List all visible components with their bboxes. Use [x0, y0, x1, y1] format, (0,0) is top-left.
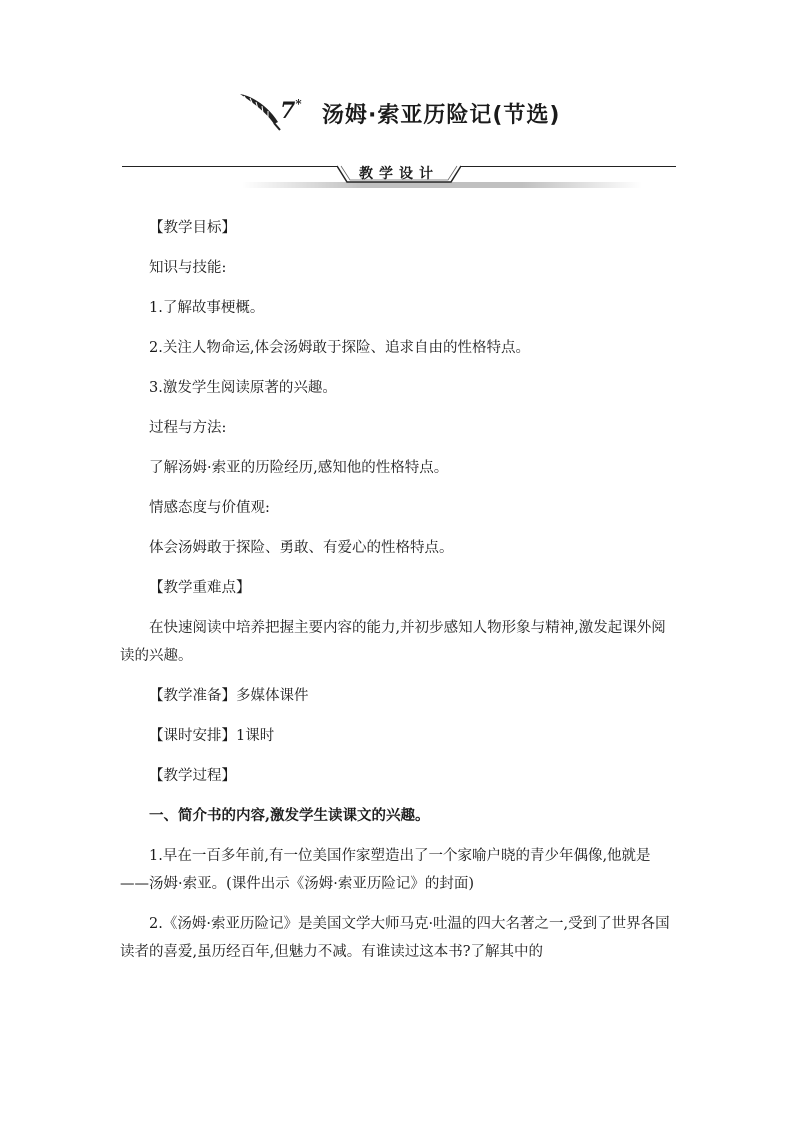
paragraph: 2.关注人物命运,体会汤姆敢于探险、追求自由的性格特点。	[149, 340, 530, 356]
page-title: 汤姆·索亚历险记(节选)	[322, 103, 561, 128]
paragraph: 1.了解故事梗概。	[149, 300, 265, 316]
paragraph: 【课时安排】1课时	[149, 728, 275, 744]
lesson-number: 7*	[280, 96, 302, 124]
paragraph: 了解汤姆·索亚的历险经历,感知他的性格特点。	[149, 460, 449, 476]
paragraph: 1.早在一百多年前,有一位美国作家塑造出了一个家喻户晓的青少年偶像,他就是——汤姆·索亚。(课件出示《汤姆·索亚历险记》的封面)	[120, 848, 651, 892]
quill-pen-icon	[238, 92, 282, 132]
paragraph: 【教学准备】多媒体课件	[149, 688, 309, 704]
paragraph: 【教学过程】	[149, 768, 236, 784]
paragraph: 在快速阅读中培养把握主要内容的能力,并初步感知人物形象与精神,激发起课外阅读的兴趣。	[120, 620, 666, 664]
paragraph: 过程与方法:	[149, 420, 227, 436]
banner-label: 教学设计	[359, 166, 439, 182]
document-body	[120, 214, 676, 978]
paragraph: 体会汤姆敢于探险、勇敢、有爱心的性格特点。	[149, 540, 454, 556]
title-row	[0, 92, 794, 140]
paragraph: 一、简介书的内容,激发学生读课文的兴趣。	[149, 807, 430, 824]
section-banner	[122, 160, 676, 196]
paragraph: 知识与技能:	[149, 260, 227, 276]
paragraph: 【教学目标】	[149, 220, 236, 236]
paragraph: 情感态度与价值观:	[149, 500, 270, 516]
paragraph: 3.激发学生阅读原著的兴趣。	[149, 380, 337, 396]
paragraph: 【教学重难点】	[149, 580, 251, 596]
paragraph: 2.《汤姆·索亚历险记》是美国文学大师马克·吐温的四大名著之一,受到了世界各国读者的喜爱,虽历经百年,但魅力不减。有谁读过这本书?了解其中的	[120, 916, 670, 960]
